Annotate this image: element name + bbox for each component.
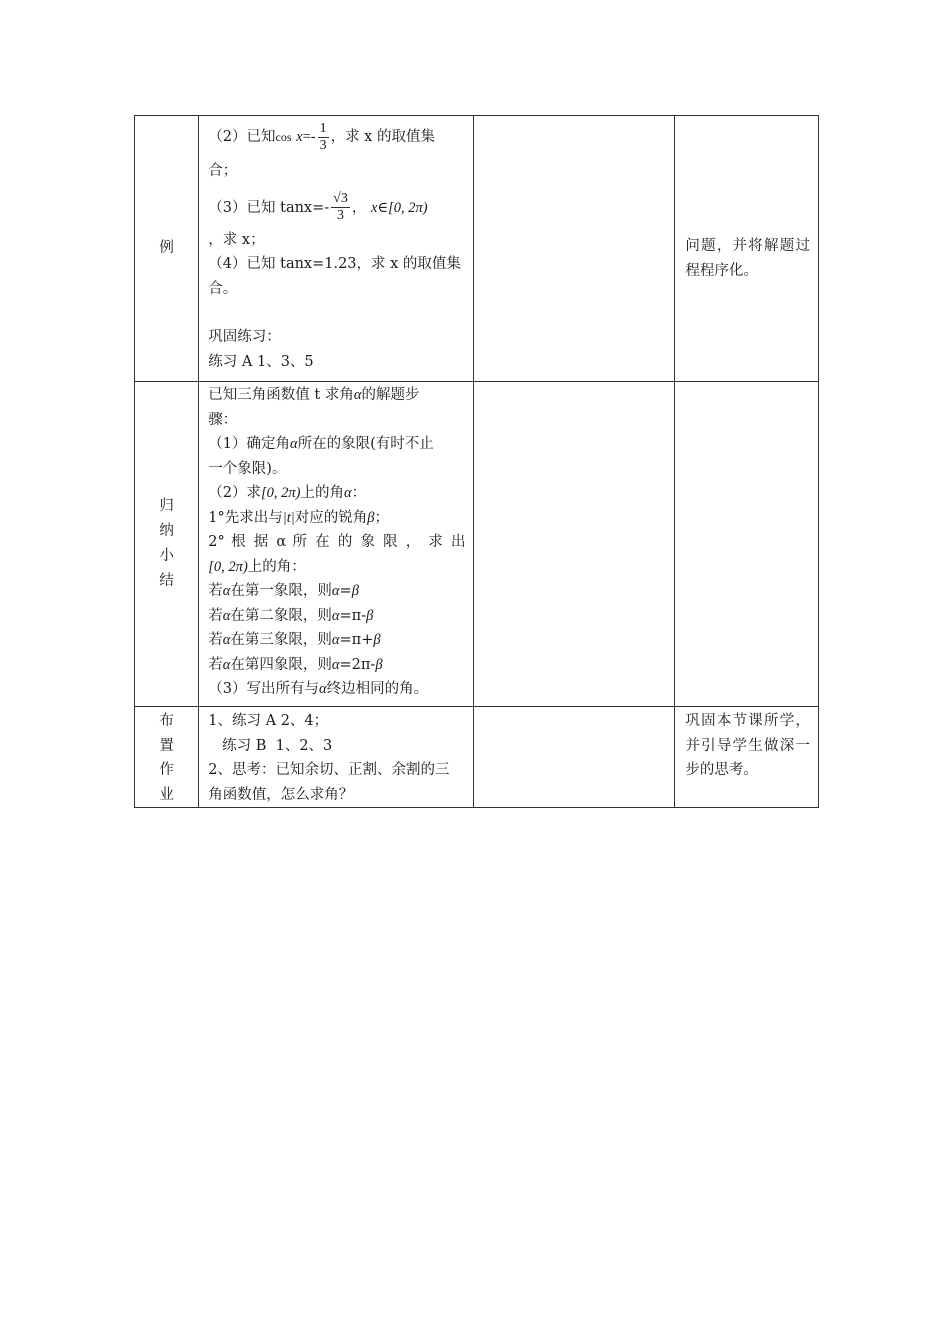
- row-label-summary: [135, 382, 199, 707]
- summary-step2: （2）求[0, 2π)上的角α：: [208, 485, 367, 501]
- example-q2: （2）已知cos x=- $\frac{1}{3}$ ，求 x 的取值集: [208, 120, 435, 153]
- example-content-cell: （2）已知cos x=- $\frac{1}{3}$ ，求 x 的取值集 合； （3）已知 tanx=- $\frac{√3}{3}$ ， x∈[0, 2π) ，求 x； （4）已知 tanx=1.23，求 x 的取值集 合。 巩固练习： 练习 A 1、3、5: [199, 116, 474, 382]
- example-note-cell: [675, 116, 819, 382]
- summary-step1: （1）确定角α所在的象限(有时不止: [208, 436, 434, 452]
- homework-content-cell: [199, 707, 474, 808]
- row-label-text: 例: [159, 240, 174, 257]
- summary-empty-cell-1: [474, 382, 675, 707]
- homework-line-1: 1、练习 A 2、4；: [208, 713, 329, 729]
- lesson-plan-table: [134, 115, 819, 808]
- example-q4: （4）已知 tanx=1.23，求 x 的取值集: [208, 256, 461, 272]
- summary-quadrant-1: 若α在第一象限，则α=β: [208, 583, 359, 599]
- summary-quadrant-3: 若α在第三象限，则α=π+β: [208, 632, 381, 648]
- summary-intro: 已知三角函数值 t 求角α的解题步: [208, 387, 420, 403]
- summary-empty-cell-2: [675, 382, 819, 707]
- row-label-example: [135, 116, 199, 382]
- row-label-chars: 布 置 作 业: [159, 713, 174, 803]
- fraction-sqrt3-over-3: $\frac{√3}{3}$: [333, 191, 348, 223]
- homework-empty-cell: [474, 707, 675, 808]
- homework-note: 巩固本节课所学，并引导学生做深一步的思考。: [685, 713, 810, 778]
- example-note: 问题，并将解题过程程序化。: [685, 238, 810, 279]
- summary-step2-2: 2° 根 据 α 所 在 的 象 限 ， 求 出: [208, 534, 466, 550]
- summary-quadrant-2: 若α在第二象限，则α=π-β: [208, 607, 374, 624]
- summary-quadrant-4: 若α在第四象限，则α=2π-β: [208, 656, 383, 673]
- practice-items: 练习 A 1、3、5: [208, 353, 314, 370]
- homework-line-2: 练习 B 1、2、3: [208, 737, 333, 754]
- table-row-summary: [135, 382, 819, 707]
- homework-line-4: 角函数值，怎么求角？: [208, 786, 354, 803]
- summary-step3: （3）写出所有与α终边相同的角。: [208, 681, 429, 697]
- example-empty-cell: [474, 116, 675, 382]
- practice-title: 巩固练习：: [208, 329, 281, 345]
- row-label-chars: 归 纳 小 结: [159, 498, 174, 589]
- table-row-homework: [135, 707, 819, 808]
- summary-content-cell: 已知三角函数值 t 求角α的解题步 骤： （1）确定角α所在的象限(有时不止 一个象限)。 （2）求[0, 2π)上的角α： 1°先求出与|t|对应的锐角β； 2° 根 据 α 所 在 的 象 限 ， 求 出 [0, 2π)上的角： 若α在第一象限，则α=β 若α在第二象限，则α=π-β 若α在第三象限，则α=π+β 若α在第四象限，则α=2π-β （3）写出所有与α终边相同的角。: [199, 382, 474, 707]
- homework-line-3: 2、思考：已知余切、正割、余割的三: [208, 762, 450, 778]
- row-label-homework: [135, 707, 199, 808]
- table-row-example: [135, 116, 819, 382]
- example-q3: （3）已知 tanx=- $\frac{√3}{3}$ ， x∈[0, 2π): [208, 191, 428, 223]
- homework-note-cell: [675, 707, 819, 808]
- summary-step2-1: 1°先求出与|t|对应的锐角β；: [208, 509, 390, 526]
- fraction-one-third: $\frac{1}{3}$: [319, 120, 327, 153]
